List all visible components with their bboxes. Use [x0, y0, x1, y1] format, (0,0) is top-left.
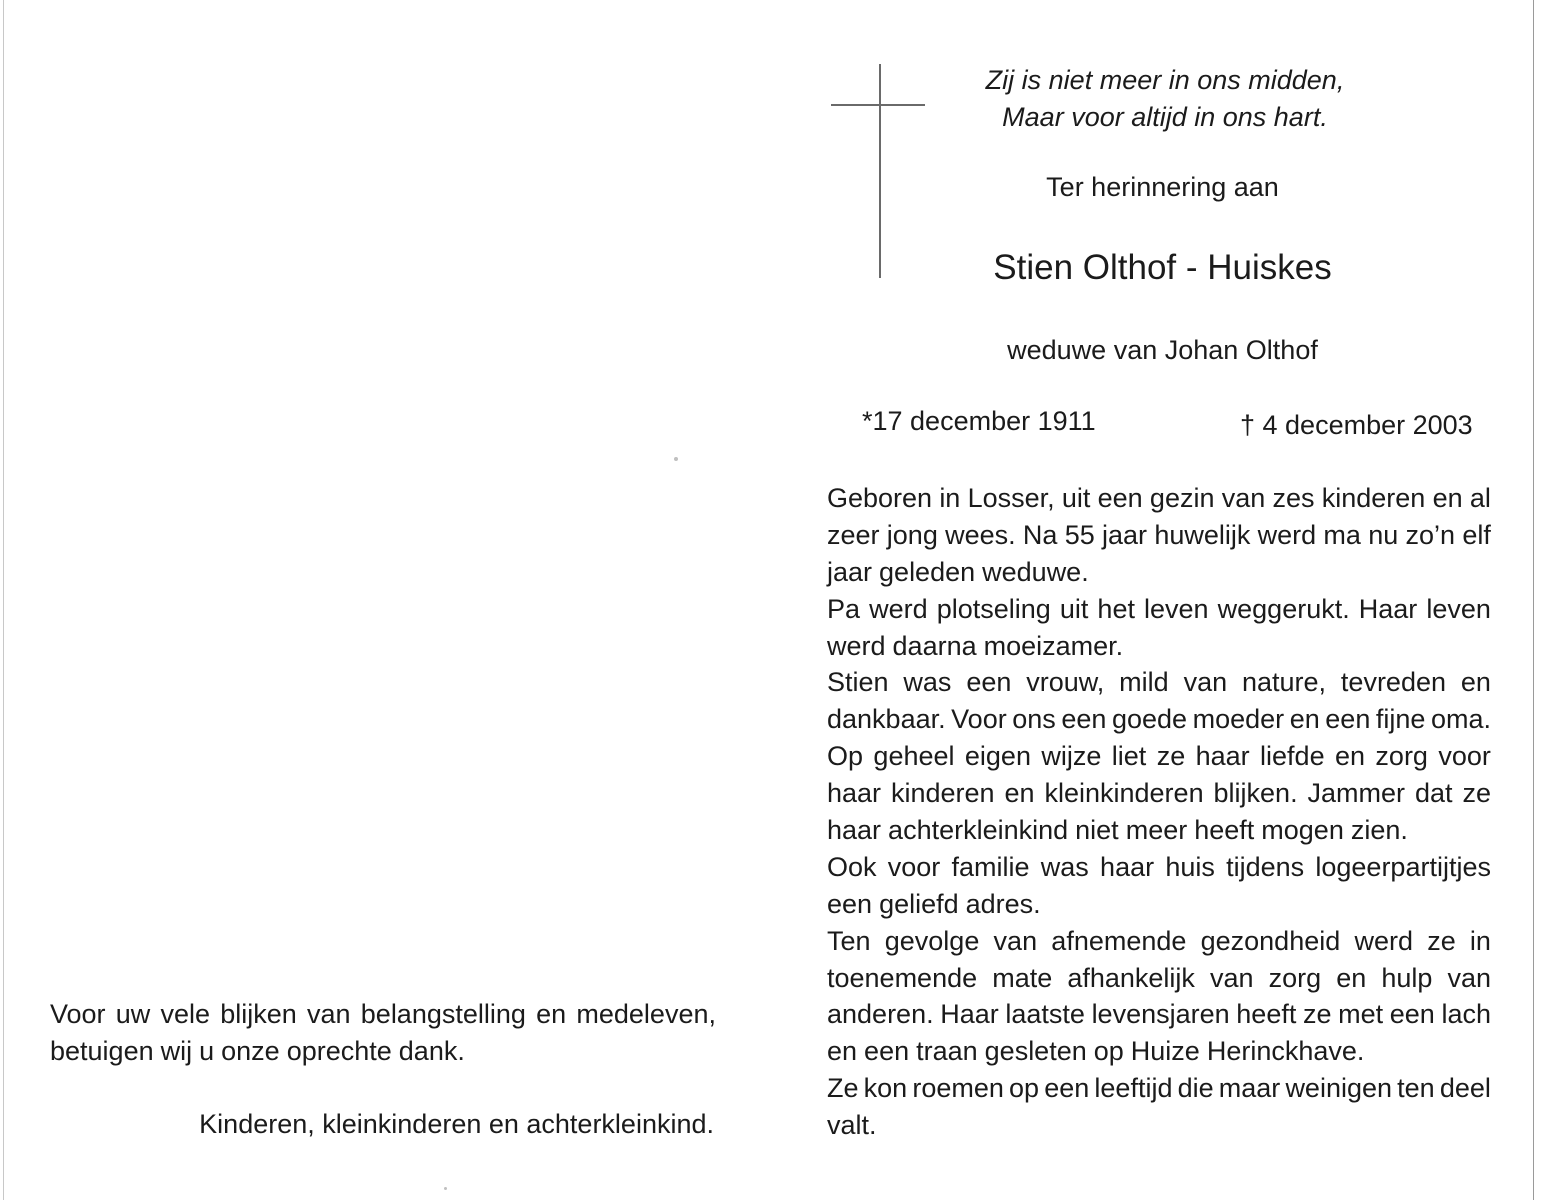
- biography-line: Stien was een vrouw, mild van nature, tevreden en: [827, 667, 1491, 698]
- biography-line: Geboren in Losser, uit een gezin van zes kinderen en al: [827, 483, 1491, 513]
- signature: Kinderen, kleinkinderen en achterkleinkind.: [199, 1109, 714, 1139]
- biography-line: anderen. Haar laatste levensjaren heeft ze met een lach: [827, 999, 1491, 1030]
- biography: [827, 480, 1491, 1144]
- motto: [940, 62, 1390, 136]
- card-edge-left: [3, 0, 4, 1200]
- motto-line: Maar voor altijd in ons hart.: [1002, 102, 1328, 132]
- death-date: † 4 december 2003: [1240, 410, 1473, 440]
- spouse-line: weduwe van Johan Olthof: [1007, 335, 1318, 365]
- biography-line: zeer jong wees. Na 55 jaar huwelijk werd ma nu zo’n elf: [827, 519, 1491, 550]
- motto-line: Zij is niet meer in ons midden,: [985, 65, 1345, 95]
- thanks-line: Voor uw vele blijken van belangstelling en medeleven,: [50, 999, 716, 1029]
- thanks-message: [50, 996, 716, 1070]
- card-edge-right: [1533, 0, 1534, 1200]
- biography-line: haar kinderen en kleinkinderen blijken. Jammer dat ze: [827, 778, 1491, 809]
- biography-line: haar achterkleinkind niet meer heeft mogen zien.: [827, 815, 1408, 846]
- biography-line: Op geheel eigen wijze liet ze haar liefde en zorg voor: [827, 741, 1491, 772]
- biography-line: en een traan gesleten op Huize Herinckhave.: [827, 1036, 1365, 1067]
- biography-line: jaar geleden weduwe.: [827, 556, 1089, 587]
- print-speck: [444, 1187, 447, 1190]
- deceased-name: Stien Olthof - Huiskes: [993, 248, 1332, 287]
- biography-line: Ook voor familie was haar huis tijdens logeerpartijtjes: [827, 851, 1491, 882]
- biography-line: Ten gevolge van afnemende gezondheid werd ze in: [827, 925, 1491, 956]
- biography-line: Ze kon roemen op een leeftijd die maar weinigen ten deel: [827, 1073, 1491, 1104]
- biography-line: een geliefd adres.: [827, 888, 1041, 919]
- biography-line: dankbaar. Voor ons een goede moeder en een fijne oma.: [827, 704, 1491, 735]
- print-speck: [674, 457, 678, 461]
- biography-line: Pa werd plotseling uit het leven weggerukt. Haar leven: [827, 593, 1491, 624]
- biography-line: toenemende mate afhankelijk van zorg en hulp van: [827, 962, 1491, 993]
- thanks-line: betuigen wij u onze oprechte dank.: [50, 1036, 465, 1066]
- biography-line: werd daarna moeizamer.: [827, 630, 1124, 661]
- birth-date: *17 december 1911: [862, 406, 1096, 436]
- in-memory-heading: Ter herinnering aan: [1046, 172, 1279, 202]
- biography-line: valt.: [827, 1110, 877, 1141]
